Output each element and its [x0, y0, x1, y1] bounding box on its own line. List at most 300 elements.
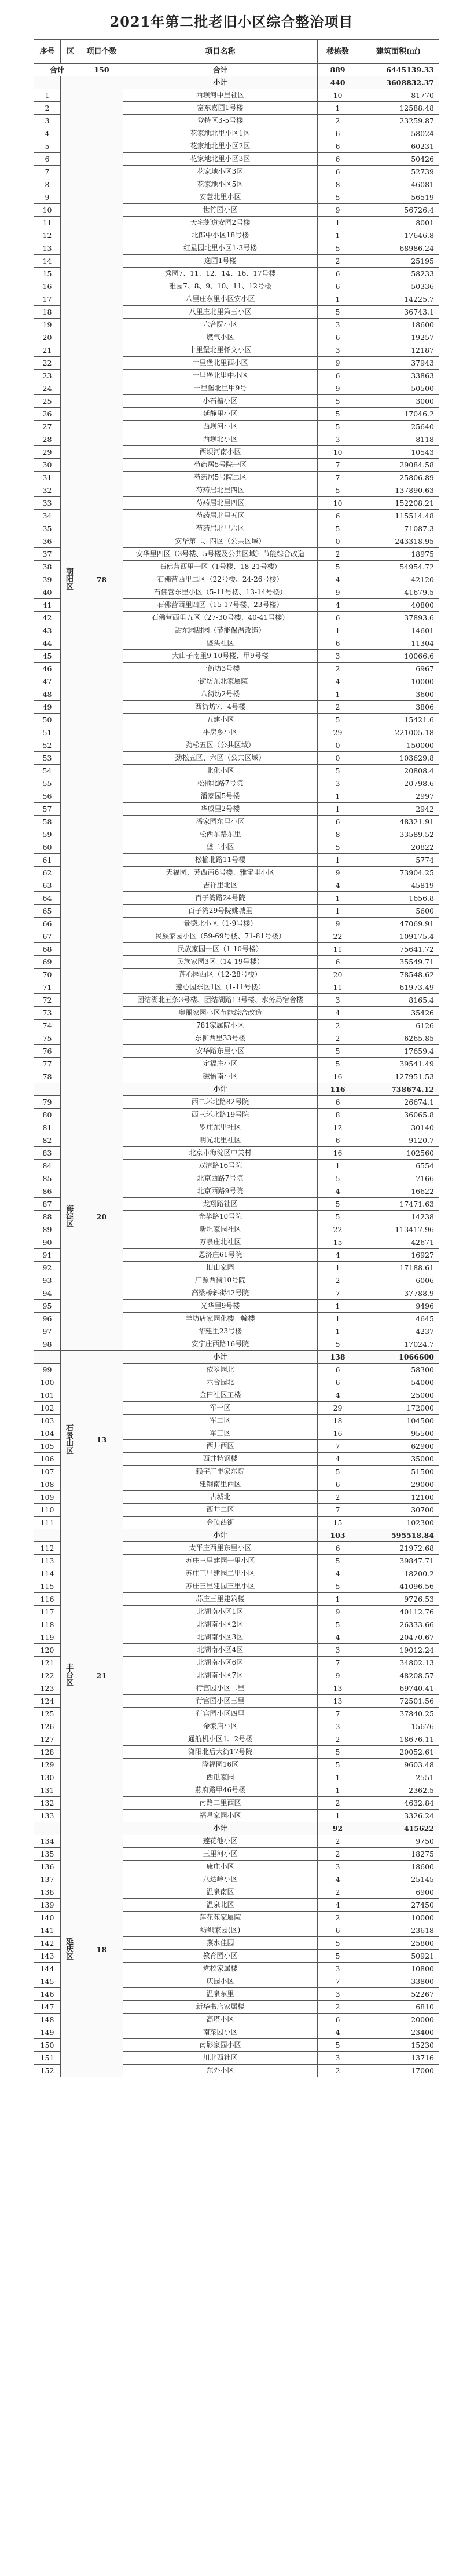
floor-area: 127951.53 — [358, 1070, 439, 1083]
project-name: 安华路东里小区 — [123, 1045, 318, 1058]
row-index: 104 — [34, 1427, 61, 1440]
project-name: 民族家园3区（14-19号楼） — [123, 956, 318, 969]
floor-area: 15676 — [358, 1720, 439, 1733]
project-name: 军三区 — [123, 1427, 318, 1440]
project-name: 芍药居5号院二区 — [123, 472, 318, 484]
building-count: 10 — [318, 89, 358, 102]
building-count: 3 — [318, 319, 358, 331]
project-name: 北湖南小区7区 — [123, 1669, 318, 1682]
project-name: 西二环北路82号院 — [123, 1096, 318, 1109]
building-count: 0 — [318, 535, 358, 548]
building-count: 29 — [318, 1402, 358, 1415]
row-index: 59 — [34, 828, 61, 841]
project-name: 康庄小区 — [123, 1861, 318, 1873]
floor-area: 4237 — [358, 1325, 439, 1338]
floor-area: 23400 — [358, 2026, 439, 2039]
floor-area: 30140 — [358, 1121, 439, 1134]
building-count: 4 — [318, 599, 358, 612]
project-name: 西井西区 — [123, 1440, 318, 1453]
row-index: 85 — [34, 1172, 61, 1185]
row-index: 99 — [34, 1364, 61, 1376]
project-name: 十里堡北里西小区 — [123, 357, 318, 370]
floor-area: 5774 — [358, 854, 439, 867]
floor-area: 58300 — [358, 1364, 439, 1376]
project-name: 万泉庄北社区 — [123, 1236, 318, 1249]
building-count: 5 — [318, 421, 358, 433]
project-name: 石佛营东里小区（5-11号楼、13-14号楼） — [123, 586, 318, 599]
project-name: 石佛营西里四区（15-17号楼、23号楼） — [123, 599, 318, 612]
row-index: 84 — [34, 1160, 61, 1172]
row-index: 50 — [34, 714, 61, 726]
floor-area: 23618 — [358, 1924, 439, 1937]
index-blank — [34, 1083, 61, 1096]
project-name: 天宅街道安园2号楼 — [123, 217, 318, 229]
project-name: 莲心园西区（12-28号楼） — [123, 969, 318, 981]
floor-area: 17000 — [358, 2065, 439, 2077]
floor-area: 8118 — [358, 433, 439, 446]
floor-area: 62900 — [358, 1440, 439, 1453]
total-count: 150 — [80, 64, 123, 76]
row-index: 79 — [34, 1096, 61, 1109]
project-name: 温泉南区 — [123, 1886, 318, 1899]
floor-area: 54000 — [358, 1376, 439, 1389]
row-index: 94 — [34, 1287, 61, 1300]
project-name: 一街坊3号楼 — [123, 663, 318, 675]
row-index: 6 — [34, 153, 61, 166]
row-index: 128 — [34, 1746, 61, 1759]
project-name: 新华书店家属楼 — [123, 2001, 318, 2014]
row-index: 51 — [34, 726, 61, 739]
project-name: 奥丽家园小区节能综合改造 — [123, 1007, 318, 1020]
row-index: 72 — [34, 994, 61, 1007]
project-name: 石佛营西里二区（22号楼、24-26号楼） — [123, 573, 318, 586]
floor-area: 16622 — [358, 1185, 439, 1198]
project-name: 行宫园小区二里 — [123, 1682, 318, 1695]
row-index: 131 — [34, 1784, 61, 1797]
building-count: 6 — [318, 1542, 358, 1555]
project-name: 行宫园小区三里 — [123, 1695, 318, 1708]
header-buildings: 楼栋数 — [318, 40, 358, 64]
subtotal-area: 595518.84 — [358, 1529, 439, 1542]
row-index: 140 — [34, 1912, 61, 1924]
building-count: 6 — [318, 331, 358, 344]
floor-area: 69740.41 — [358, 1682, 439, 1695]
row-index: 68 — [34, 943, 61, 956]
row-index: 54 — [34, 765, 61, 777]
row-index: 133 — [34, 1810, 61, 1822]
building-count: 5 — [318, 841, 358, 854]
row-index: 141 — [34, 1924, 61, 1937]
subtotal-label: 小计 — [123, 1822, 318, 1835]
floor-area: 26674.1 — [358, 1096, 439, 1109]
row-index: 124 — [34, 1695, 61, 1708]
building-count: 5 — [318, 484, 358, 497]
project-name: 潘家园东里小区 — [123, 816, 318, 828]
project-name: 逸园1号楼 — [123, 255, 318, 268]
floor-area: 50426 — [358, 153, 439, 166]
row-index: 35 — [34, 522, 61, 535]
project-name: 温泉北区 — [123, 1899, 318, 1912]
floor-area: 19012.24 — [358, 1644, 439, 1657]
row-index: 67 — [34, 930, 61, 943]
floor-area: 51500 — [358, 1466, 439, 1478]
project-name: 百子湾路24号院 — [123, 892, 318, 905]
row-index: 130 — [34, 1771, 61, 1784]
building-count: 3 — [318, 994, 358, 1007]
subtotal-row — [34, 1529, 439, 1542]
row-index: 11 — [34, 217, 61, 229]
floor-area: 73904.25 — [358, 867, 439, 879]
building-count: 3 — [318, 2052, 358, 2065]
total-area: 6445139.33 — [358, 64, 439, 76]
building-count: 6 — [318, 1134, 358, 1147]
row-index: 117 — [34, 1606, 61, 1618]
building-count: 3 — [318, 1963, 358, 1975]
row-index: 116 — [34, 1593, 61, 1606]
row-index: 123 — [34, 1682, 61, 1695]
header-index: 序号 — [34, 40, 61, 64]
floor-area: 8001 — [358, 217, 439, 229]
floor-area: 12588.48 — [358, 102, 439, 115]
project-name: 松榆北路7号院 — [123, 777, 318, 790]
row-index: 132 — [34, 1797, 61, 1810]
floor-area: 18676.11 — [358, 1733, 439, 1746]
row-index: 101 — [34, 1389, 61, 1402]
building-count: 6 — [318, 2014, 358, 2026]
project-name: 西井特钢楼 — [123, 1453, 318, 1466]
row-index: 125 — [34, 1708, 61, 1720]
building-count: 1 — [318, 688, 358, 701]
floor-area: 10066.6 — [358, 650, 439, 663]
project-name: 六合园北 — [123, 1376, 318, 1389]
floor-area: 16927 — [358, 1249, 439, 1262]
floor-area: 25195 — [358, 255, 439, 268]
floor-area: 150000 — [358, 739, 439, 752]
row-index: 65 — [34, 905, 61, 918]
row-index: 24 — [34, 382, 61, 395]
floor-area: 71087.3 — [358, 522, 439, 535]
row-index: 129 — [34, 1759, 61, 1771]
floor-area: 25800 — [358, 1937, 439, 1950]
project-name: 华建里23号楼 — [123, 1325, 318, 1338]
project-name: 纺织家园(区) — [123, 1924, 318, 1937]
project-name: 赖宇广电家东院 — [123, 1466, 318, 1478]
floor-area: 17024.7 — [358, 1338, 439, 1351]
floor-area: 10000 — [358, 675, 439, 688]
row-index: 4 — [34, 127, 61, 140]
row-index: 1 — [34, 89, 61, 102]
floor-area: 37788.9 — [358, 1287, 439, 1300]
project-name: 西街坊7、4号楼 — [123, 701, 318, 714]
project-name: 福星家园小区 — [123, 1810, 318, 1822]
floor-area: 243318.95 — [358, 535, 439, 548]
floor-area: 18600 — [358, 1861, 439, 1873]
row-index: 36 — [34, 535, 61, 548]
district-count: 18 — [80, 1822, 123, 2077]
floor-area: 2997 — [358, 790, 439, 803]
row-index: 63 — [34, 879, 61, 892]
building-count: 6 — [318, 280, 358, 293]
building-count: 2 — [318, 1274, 358, 1287]
row-index: 134 — [34, 1835, 61, 1848]
project-name: 十里堡北里怀文小区 — [123, 344, 318, 357]
floor-area: 14238 — [358, 1211, 439, 1223]
index-blank — [34, 1351, 61, 1364]
project-name: 秀园7、11、12、14、16、17号楼 — [123, 268, 318, 280]
building-count: 2 — [318, 1032, 358, 1045]
row-index: 148 — [34, 2014, 61, 2026]
floor-area: 68986.24 — [358, 242, 439, 255]
project-name: 芍药居北里四区 — [123, 484, 318, 497]
table-body — [34, 64, 439, 2077]
floor-area: 10543 — [358, 446, 439, 459]
building-count: 5 — [318, 1198, 358, 1211]
row-index: 29 — [34, 446, 61, 459]
row-index: 83 — [34, 1147, 61, 1160]
project-table — [34, 39, 439, 2077]
row-index: 37 — [34, 548, 61, 561]
building-count: 10 — [318, 446, 358, 459]
floor-area: 6006 — [358, 1274, 439, 1287]
building-count: 5 — [318, 191, 358, 204]
subtotal-row — [34, 1083, 439, 1096]
floor-area: 18200.2 — [358, 1567, 439, 1580]
row-index: 73 — [34, 1007, 61, 1020]
building-count: 1 — [318, 1300, 358, 1313]
row-index: 44 — [34, 637, 61, 650]
row-index: 106 — [34, 1453, 61, 1466]
row-index: 71 — [34, 981, 61, 994]
building-count: 4 — [318, 879, 358, 892]
project-name: 莲花池小区 — [123, 1835, 318, 1848]
row-index: 64 — [34, 892, 61, 905]
building-count: 6 — [318, 1376, 358, 1389]
floor-area: 17188.61 — [358, 1262, 439, 1274]
row-index: 30 — [34, 459, 61, 472]
floor-area: 50500 — [358, 382, 439, 395]
project-name: 八里庄东里小区安小区 — [123, 293, 318, 306]
project-name: 党校家属楼 — [123, 1963, 318, 1975]
row-index: 96 — [34, 1313, 61, 1325]
floor-area: 18975 — [358, 548, 439, 561]
project-name: 东外小区 — [123, 2065, 318, 2077]
row-index: 137 — [34, 1873, 61, 1886]
floor-area: 7166 — [358, 1172, 439, 1185]
row-index: 87 — [34, 1198, 61, 1211]
building-count: 6 — [318, 370, 358, 382]
building-count: 4 — [318, 1185, 358, 1198]
floor-area: 29000 — [358, 1478, 439, 1491]
building-count: 4 — [318, 1567, 358, 1580]
project-name: 燕府路甲46号楼 — [123, 1784, 318, 1797]
floor-area: 47069.91 — [358, 918, 439, 930]
row-index: 19 — [34, 319, 61, 331]
project-name: 西坝河小区 — [123, 421, 318, 433]
building-count: 5 — [318, 1045, 358, 1058]
floor-area: 95500 — [358, 1427, 439, 1440]
project-name: 莲花苑家属院 — [123, 1912, 318, 1924]
building-count: 9 — [318, 357, 358, 370]
floor-area: 10000 — [358, 1912, 439, 1924]
building-count: 5 — [318, 1338, 358, 1351]
building-count: 1 — [318, 790, 358, 803]
project-name: 景德北小区（1-9号楼） — [123, 918, 318, 930]
row-index: 42 — [34, 612, 61, 624]
floor-area: 33800 — [358, 1975, 439, 1988]
project-name: 平房乡小区 — [123, 726, 318, 739]
project-name: 甜东园甜园（节能保温改造） — [123, 624, 318, 637]
floor-area: 20470.67 — [358, 1631, 439, 1644]
row-index: 81 — [34, 1121, 61, 1134]
row-index: 10 — [34, 204, 61, 217]
project-name: 苏庄三里建园一里小区 — [123, 1555, 318, 1567]
project-name: 川北西社区 — [123, 2052, 318, 2065]
building-count: 6 — [318, 1478, 358, 1491]
floor-area: 19257 — [358, 331, 439, 344]
project-name: 北京西路7号院 — [123, 1172, 318, 1185]
row-index: 32 — [34, 484, 61, 497]
floor-area: 221005.18 — [358, 726, 439, 739]
row-index: 55 — [34, 777, 61, 790]
floor-area: 26333.66 — [358, 1618, 439, 1631]
row-index: 16 — [34, 280, 61, 293]
project-name: 建钢南里西区 — [123, 1478, 318, 1491]
building-count: 2 — [318, 1020, 358, 1032]
floor-area: 25145 — [358, 1873, 439, 1886]
building-count: 6 — [318, 1096, 358, 1109]
project-name: 劲松五区、六区（公共区域） — [123, 752, 318, 765]
district-count: 21 — [80, 1529, 123, 1822]
building-count: 5 — [318, 2039, 358, 2052]
project-name: 羊坊店家园化楼一幢楼 — [123, 1313, 318, 1325]
subtotal-area: 3608832.37 — [358, 76, 439, 89]
floor-area: 37943 — [358, 357, 439, 370]
floor-area: 40112.76 — [358, 1606, 439, 1618]
building-count: 8 — [318, 1109, 358, 1121]
building-count: 6 — [318, 153, 358, 166]
row-index: 56 — [34, 790, 61, 803]
building-count: 0 — [318, 739, 358, 752]
building-count: 6 — [318, 268, 358, 280]
floor-area: 104500 — [358, 1415, 439, 1427]
building-count: 1 — [318, 293, 358, 306]
total-row — [34, 64, 439, 76]
floor-area: 61973.49 — [358, 981, 439, 994]
floor-area: 35000 — [358, 1453, 439, 1466]
floor-area: 17471.63 — [358, 1198, 439, 1211]
project-name: 潘家园5号楼 — [123, 790, 318, 803]
building-count: 7 — [318, 1440, 358, 1453]
district-name: 延庆区 — [61, 1822, 80, 2077]
project-name: 北湖南小区2区 — [123, 1618, 318, 1631]
floor-area: 172000 — [358, 1402, 439, 1415]
project-name: 隆福园16区 — [123, 1759, 318, 1771]
floor-area: 3806 — [358, 701, 439, 714]
row-index: 45 — [34, 650, 61, 663]
building-count: 1 — [318, 803, 358, 816]
building-count: 11 — [318, 943, 358, 956]
building-count: 1 — [318, 102, 358, 115]
floor-area: 78548.62 — [358, 969, 439, 981]
subtotal-label: 小计 — [123, 1083, 318, 1096]
building-count: 6 — [318, 637, 358, 650]
project-name: 燃气小区 — [123, 331, 318, 344]
building-count: 1 — [318, 217, 358, 229]
index-blank — [34, 1822, 61, 1835]
row-index: 150 — [34, 2039, 61, 2052]
project-name: 广源西街10号院 — [123, 1274, 318, 1287]
project-name: 团结湖北五条3号楼、团结湖路13号楼、水务局宿舍楼 — [123, 994, 318, 1007]
project-name: 八里庄北里第三小区 — [123, 306, 318, 319]
row-index: 27 — [34, 421, 61, 433]
building-count: 2 — [318, 548, 358, 561]
building-count: 5 — [318, 1058, 358, 1070]
row-index: 41 — [34, 599, 61, 612]
building-count: 6 — [318, 816, 358, 828]
building-count: 3 — [318, 1720, 358, 1733]
building-count: 3 — [318, 650, 358, 663]
district-count: 20 — [80, 1083, 123, 1351]
floor-area: 72501.56 — [358, 1695, 439, 1708]
project-name: 北郎中小区18号楼 — [123, 229, 318, 242]
row-index: 139 — [34, 1899, 61, 1912]
building-count: 7 — [318, 1657, 358, 1669]
building-count: 7 — [318, 472, 358, 484]
floor-area: 3000 — [358, 395, 439, 408]
row-index: 86 — [34, 1185, 61, 1198]
floor-area: 18275 — [358, 1848, 439, 1861]
row-index: 120 — [34, 1644, 61, 1657]
header-area: 建筑面积(㎡) — [358, 40, 439, 64]
row-index: 127 — [34, 1733, 61, 1746]
project-name: 垡头社区 — [123, 637, 318, 650]
row-index: 146 — [34, 1988, 61, 2001]
project-name: 燕水佳园 — [123, 1937, 318, 1950]
row-index: 43 — [34, 624, 61, 637]
project-name: 军一区 — [123, 1402, 318, 1415]
floor-area: 10800 — [358, 1963, 439, 1975]
total-label: 合计 — [34, 64, 80, 76]
building-count: 4 — [318, 675, 358, 688]
floor-area: 35549.71 — [358, 956, 439, 969]
floor-area: 9726.53 — [358, 1593, 439, 1606]
building-count: 13 — [318, 1695, 358, 1708]
building-count: 6 — [318, 166, 358, 178]
floor-area: 18600 — [358, 319, 439, 331]
floor-area: 102560 — [358, 1147, 439, 1160]
project-name: 龙翔路社区 — [123, 1198, 318, 1211]
project-name: 世竹园小区 — [123, 204, 318, 217]
building-count: 4 — [318, 2026, 358, 2039]
building-count: 1 — [318, 1810, 358, 1822]
total-buildings: 889 — [318, 64, 358, 76]
project-name: 芍药居北里四区 — [123, 497, 318, 510]
building-count: 9 — [318, 918, 358, 930]
subtotal-buildings: 440 — [318, 76, 358, 89]
building-count: 16 — [318, 1427, 358, 1440]
row-index: 20 — [34, 331, 61, 344]
building-count: 6 — [318, 956, 358, 969]
building-count: 1 — [318, 905, 358, 918]
building-count: 15 — [318, 1236, 358, 1249]
subtotal-buildings: 138 — [318, 1351, 358, 1364]
row-index: 102 — [34, 1402, 61, 1415]
row-index: 66 — [34, 918, 61, 930]
floor-area: 36743.1 — [358, 306, 439, 319]
building-count: 6 — [318, 1924, 358, 1937]
header-count: 项目个数 — [80, 40, 123, 64]
project-name: 天福园、芳西南6号楼、雅宝里小区 — [123, 867, 318, 879]
